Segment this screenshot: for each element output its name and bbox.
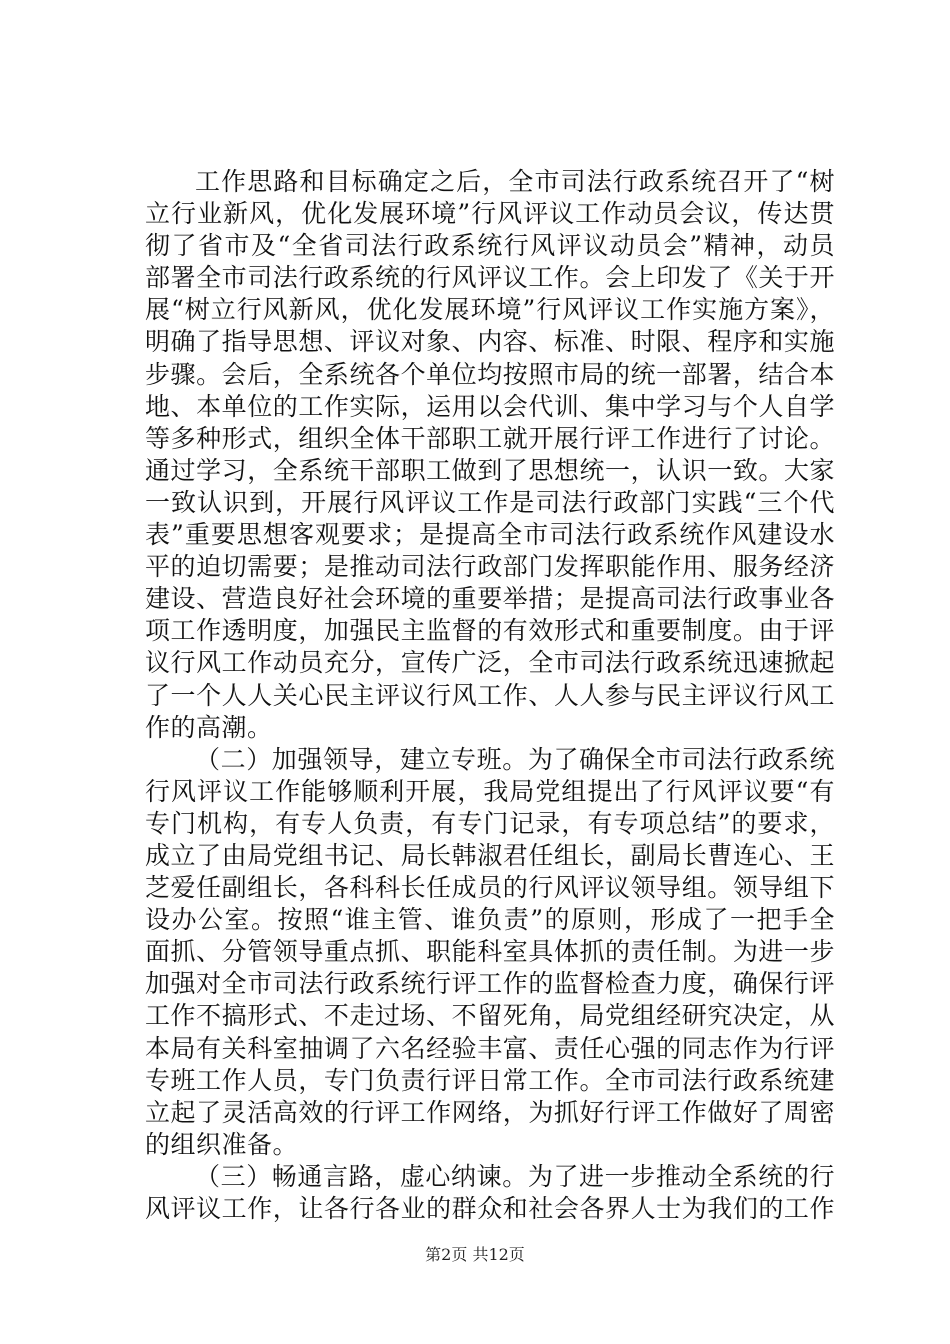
text-line: 建设、营造良好社会环境的重要举措；是提高司法行政事业各: [145, 584, 835, 614]
text-line: 彻了省市及“全省司法行政系统行风评议动员会”精神，动员: [145, 231, 835, 261]
text-line: 地、本单位的工作实际，运用以会代训、集中学习与个人自学: [145, 391, 835, 421]
text-line: 工作不搞形式、不走过场、不留死角，局党组经研究决定，从: [145, 1001, 835, 1031]
text-line: 议行风工作动员充分，宣传广泛，全市司法行政系统迅速掀起: [145, 648, 835, 678]
text-line: 芝爱任副组长，各科科长任成员的行风评议领导组。领导组下: [145, 873, 835, 903]
text-line: 成立了由局党组书记、局长韩淑君任组长，副局长曹连心、王: [145, 840, 835, 870]
text-line: 作的高潮。: [145, 712, 273, 742]
text-line: （三）畅通言路，虚心纳谏。为了进一步推动全系统的行: [195, 1161, 835, 1191]
text-line: 了一个人人关心民主评议行风工作、人人参与民主评议行风工: [145, 680, 835, 710]
text-line: 专班工作人员，专门负责行评日常工作。全市司法行政系统建: [145, 1065, 835, 1095]
text-line: 的组织准备。: [145, 1129, 299, 1159]
text-line: 专门机构，有专人负责，有专门记录，有专项总结”的要求，: [145, 808, 835, 838]
text-line: 部署全市司法行政系统的行风评议工作。会上印发了《关于开: [145, 263, 835, 293]
text-line: 项工作透明度，加强民主监督的有效形式和重要制度。由于评: [145, 616, 835, 646]
text-line: 通过学习，全系统干部职工做到了思想统一，认识一致。大家: [145, 455, 835, 485]
text-line: 等多种形式，组织全体干部职工就开展行评工作进行了讨论。: [145, 423, 835, 453]
text-line: 平的迫切需要；是推动司法行政部门发挥职能作用、服务经济: [145, 552, 835, 582]
text-line: 行风评议工作能够顺利开展，我局党组提出了行风评议要“有: [145, 776, 835, 806]
text-line: 本局有关科室抽调了六名经验丰富、责任心强的同志作为行评: [145, 1033, 835, 1063]
text-line: 明确了指导思想、评议对象、内容、标准、时限、程序和实施: [145, 327, 835, 357]
text-line: （二）加强领导，建立专班。为了确保全市司法行政系统: [195, 744, 835, 774]
text-line: 加强对全市司法行政系统行评工作的监督检查力度，确保行评: [145, 969, 835, 999]
text-line: 表”重要思想客观要求；是提高全市司法行政系统作风建设水: [145, 520, 835, 550]
text-line: 一致认识到，开展行风评议工作是司法行政部门实践“三个代: [145, 487, 835, 517]
text-line: 工作思路和目标确定之后，全市司法行政系统召开了“树: [195, 167, 835, 196]
body-text: [145, 166, 835, 1225]
text-line: 展“树立行风新风，优化发展环境”行风评议工作实施方案》，: [145, 295, 835, 325]
text-line: 风评议工作，让各行各业的群众和社会各界人士为我们的工作: [145, 1194, 835, 1223]
text-line: 设办公室。按照“谁主管、谁负责”的原则，形成了一把手全: [145, 905, 835, 935]
text-line: 立起了灵活高效的行评工作网络，为抓好行评工作做好了周密: [145, 1097, 835, 1127]
page-number-footer: 第2页 共12页: [425, 1245, 525, 1264]
text-line: 面抓、分管领导重点抓、职能科室具体抓的责任制。为进一步: [145, 937, 835, 967]
text-line: 步骤。会后，全系统各个单位均按照市局的统一部署，结合本: [145, 359, 835, 389]
text-line: 立行业新风，优化发展环境”行风评议工作动员会议，传达贯: [145, 199, 835, 229]
